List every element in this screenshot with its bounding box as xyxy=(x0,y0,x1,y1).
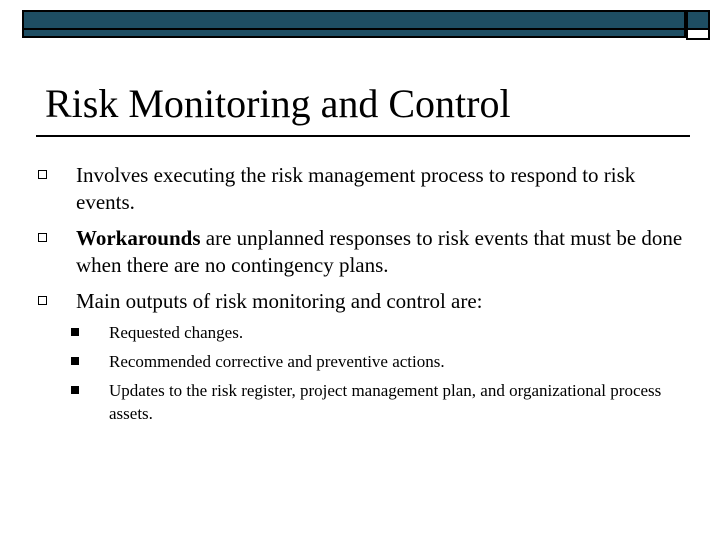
header-bar-square-bottom xyxy=(686,30,710,40)
hollow-square-icon xyxy=(38,170,47,179)
slide-title: Risk Monitoring and Control xyxy=(45,81,511,126)
header-decoration-bar xyxy=(22,10,710,38)
sub-bullet-item xyxy=(71,379,671,425)
filled-square-icon xyxy=(71,328,79,336)
bullet-text: Main outputs of risk monitoring and control are: xyxy=(76,289,483,313)
header-bar-main xyxy=(22,10,686,30)
bullet-bold-term: Workarounds xyxy=(76,226,201,250)
bullet-text: Involves executing the risk management process to respond to risk events. xyxy=(76,163,636,214)
bullet-text: are unplanned responses to risk events that must be done when there are no contingency plans. xyxy=(76,226,683,277)
filled-square-icon xyxy=(71,357,79,365)
title-underline xyxy=(36,135,690,137)
bullet-item xyxy=(38,162,698,216)
sub-bullet-text: Recommended corrective and preventive actions. xyxy=(109,352,445,371)
sub-bullet-list xyxy=(71,321,671,431)
header-bar-strip xyxy=(22,30,686,38)
bullet-item xyxy=(38,288,698,315)
bullet-item xyxy=(38,225,698,279)
header-bar-square-top xyxy=(686,10,710,30)
sub-bullet-text: Requested changes. xyxy=(109,323,244,342)
sub-bullet-item xyxy=(71,321,671,344)
hollow-square-icon xyxy=(38,233,47,242)
filled-square-icon xyxy=(71,386,79,394)
bullet-list xyxy=(38,162,698,324)
sub-bullet-text: Updates to the risk register, project management plan, and organizational process assets. xyxy=(109,381,662,423)
hollow-square-icon xyxy=(38,296,47,305)
sub-bullet-item xyxy=(71,350,671,373)
